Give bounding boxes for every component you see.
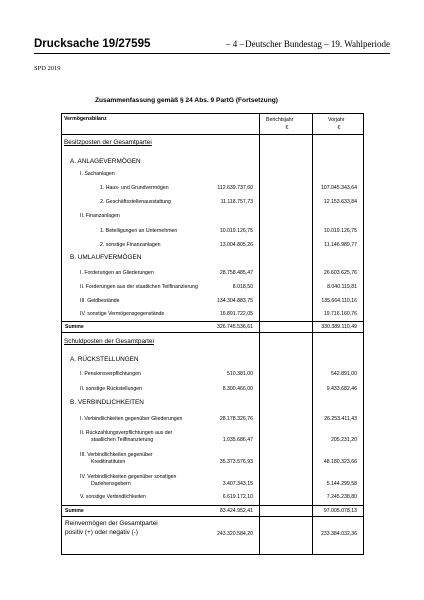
value-previous: 48.180.323,66	[323, 459, 357, 465]
asset-balance-table	[61, 113, 364, 555]
value-current: 35.373.576,93	[219, 459, 253, 465]
value-current: 11.118.757,73	[220, 199, 253, 205]
rueck-heading: A. RÜCKSTELLUNGEN	[70, 356, 139, 363]
party-year: SPD 2019	[34, 65, 61, 72]
page-header	[34, 38, 390, 52]
column-divider	[312, 114, 313, 554]
anlage-heading: A. ANLAGEVERMÖGEN	[70, 158, 141, 165]
row-label: 2. Geschäftsstellenausstattung	[100, 199, 171, 205]
row-label: I. Verbindlichkeiten gegenüber Gliederungen	[80, 416, 183, 422]
value-current: 28.178.326,76	[219, 416, 253, 422]
wahlperiode-label: Deutscher Bundestag – 19. Wahlperiode	[245, 39, 390, 49]
row-label: 1. Haus- und Grundvermögen	[100, 185, 169, 191]
umlauf-heading: B. UMLAUFVERMÖGEN	[70, 254, 142, 261]
currency-current: €	[285, 125, 289, 131]
value-previous: 19.716.160,76	[323, 311, 357, 317]
row-finanzanlagen: II. Finanzanlagen	[80, 213, 120, 219]
value-current: 510.381,00	[227, 371, 253, 377]
value-current: 3.407.343,15	[222, 481, 253, 487]
column-header-previous: Vorjahr	[328, 117, 345, 123]
row-sachanlagen: I. Sachanlagen	[80, 171, 115, 177]
verb-heading: B. VERBINDLICHKEITEN	[70, 399, 144, 406]
value-current: 134.304.883,75	[216, 298, 253, 304]
summe-label: Summe	[65, 324, 84, 330]
row-label: 2. sonstige Finanzanlagen	[100, 242, 161, 248]
row-label: III. Geldbestände	[80, 298, 120, 304]
column-header-current: Berichtsjahr	[266, 117, 294, 123]
reinvermoegen-current: 243.320.584,20	[216, 531, 253, 537]
value-current: 112.639.737,60	[217, 185, 253, 191]
row-label: II. sonstige Rückstellungen	[80, 386, 142, 392]
value-previous: 12.153.633,84	[323, 199, 357, 205]
row-label: IV. Verbindlichkeiten gegenüber sonstigen	[80, 474, 177, 480]
schuld-heading: Schuldposten der Gesamtpartei	[64, 338, 154, 345]
value-current: 6.619.172,10	[222, 494, 253, 500]
value-previous: 135.664.110,16	[321, 298, 357, 304]
row-label: II. Forderungen aus der staatlichen Teilfinanzierung	[80, 284, 198, 290]
summe-previous: 330.389.110,49	[321, 324, 357, 330]
value-previous: 205.231,20	[331, 437, 357, 443]
column-header-label: Vermögensbilanz	[64, 116, 107, 122]
value-previous: 542.891,00	[331, 371, 357, 377]
column-divider	[259, 114, 260, 554]
value-current: 13.004.805,26	[219, 242, 253, 248]
header-row-divider	[62, 134, 363, 135]
value-current: 8.018,50	[232, 284, 253, 290]
row-label-cont: staatlichen Teilfinanzierung	[91, 437, 154, 443]
summe-previous: 97.005.078,13	[323, 508, 357, 514]
value-previous: 26.603.625,76	[323, 270, 357, 276]
row-label: V. sonstige Verbindlichkeiten	[80, 494, 146, 500]
summe-top-divider	[62, 505, 363, 506]
value-previous: 7.245.238,80	[326, 494, 357, 500]
summe-bottom-divider	[62, 516, 363, 517]
row-label: II. Rückzahlungsverpflichtungen aus der	[80, 430, 173, 436]
row-label: I. Forderungen an Gliederungen	[80, 270, 154, 276]
drucksache-number: Drucksache 19/27595	[34, 38, 151, 50]
summe-current: 326.745.536,61	[216, 324, 253, 330]
value-previous: 5.144.299,58	[326, 481, 357, 487]
value-previous: 26.253.411,43	[324, 416, 357, 422]
besitz-heading: Besitzposten der Gesamtpartei	[64, 139, 152, 146]
value-previous: 107.045.343,64	[320, 185, 357, 191]
value-current: 28.758.485,47	[219, 270, 253, 276]
value-previous: 10.019.126,75	[323, 228, 357, 234]
summe-label: Summe	[65, 508, 84, 514]
row-label-cont: Darlehensgebern	[91, 481, 131, 487]
value-current: 1.035.686,47	[222, 437, 253, 443]
row-label: I. Pensionsverpflichtungen	[80, 371, 141, 377]
section-title: Zusammenfassung gemäß § 24 Abs. 9 PartG (Fortsetzung)	[95, 97, 278, 104]
reinvermoegen-sign-label: positiv (+) oder negativ (-)	[65, 529, 138, 536]
page-number: – 4 –	[226, 39, 244, 49]
value-previous: 8.040.119,81	[327, 284, 357, 290]
value-previous: 9.433.682,46	[326, 386, 357, 392]
summe-current: 83.424.952,41	[219, 508, 253, 514]
value-previous: 11.146.989,77	[324, 242, 357, 248]
row-label: IV. sonstige Vermögensgegenstände	[80, 311, 165, 317]
row-label-cont: Kreditinstituten	[91, 459, 126, 465]
reinvermoegen-previous: 233.384.032,36	[320, 531, 357, 537]
row-label: 1. Beteiligungen an Unternehmen	[100, 228, 178, 234]
header-rule	[34, 53, 390, 54]
value-current: 16.891.722,05	[219, 311, 253, 317]
currency-previous: €	[337, 125, 341, 131]
row-label: III. Verbindlichkeiten gegenüber	[80, 452, 153, 458]
reinvermoegen-label: Reinvermögen der Gesamtpartei	[65, 520, 158, 527]
value-current: 8.300.466,00	[222, 386, 253, 392]
summe-top-divider	[62, 321, 363, 322]
value-current: 10.019.126,75	[219, 228, 253, 234]
summe-bottom-divider	[62, 332, 363, 333]
